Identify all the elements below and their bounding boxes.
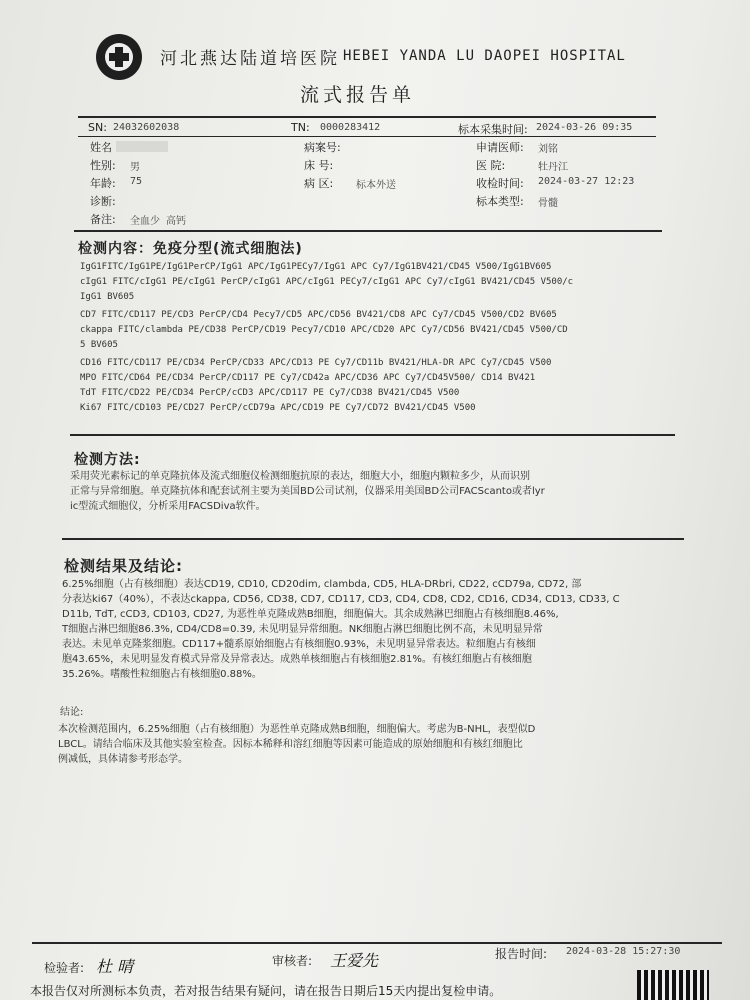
- detection-line: ckappa FITC/clambda PE/CD38 PerCP/CD19 Pecy7/CD10 APC/CD20 APC Cy7/CD56 BV421/CD45 V500/CD: [80, 325, 568, 335]
- result-line: 分表达ki67（40%），不表达ckappa, CD56, CD38, CD7, CD117, CD3, CD4, CD8, CD2, CD16, CD34, CD13, CD33, C: [62, 594, 620, 605]
- sex-value: 男: [130, 162, 140, 173]
- detection-lines: [80, 260, 573, 416]
- qr-code-icon: [637, 970, 709, 1000]
- footer-rule: [32, 942, 722, 944]
- results-text: [62, 577, 620, 682]
- conclusion-line: 本次检测范围内，6.25%细胞（占有核细胞）为恶性单克隆成熟B细胞，细胞偏大。考虑为B-NHL，表型似D: [58, 724, 536, 735]
- detection-line: IgG1FITC/IgG1PE/IgG1PerCP/IgG1 APC/IgG1PECy7/IgG1 APC Cy7/IgG1BV421/CD45 V500/IgG1BV605: [80, 262, 552, 272]
- remark-label: 备注:: [90, 213, 116, 226]
- report-time-value: 2024-03-28 15:27:30: [566, 946, 681, 957]
- hospital-name-en: HEBEI YANDA LU DAOPEI HOSPITAL: [343, 48, 626, 64]
- hospital-name-cn: 河北燕达陆道培医院: [160, 49, 340, 69]
- collect-time-label: 标本采集时间:: [458, 123, 528, 136]
- sn-label: SN:: [88, 121, 107, 134]
- conclusion-line: LBCL。请结合临床及其他实验室检查。因标本稀释和溶红细胞等因素可能造成的原始细胞和有核红细胞比: [58, 739, 523, 750]
- method-heading: 检测方法:: [74, 452, 141, 468]
- name-label: 姓名: [90, 141, 112, 154]
- age-value: 75: [130, 176, 143, 187]
- result-line: 胞43.65%，未见明显发育模式异常及异常表达。成熟单核细胞占有核细胞2.81%。有核红细胞占有核细胞: [62, 654, 532, 665]
- receive-time-value: 2024-03-27 12:23: [538, 176, 635, 187]
- conclusion-label: 结论:: [60, 707, 84, 718]
- section-rule-1: [74, 230, 662, 232]
- detection-line: Ki67 FITC/CD103 PE/CD27 PerCP/cCD79a APC/CD19 PE Cy7/CD72 BV421/CD45 V500: [80, 403, 476, 413]
- method-line: ic型流式细胞仪，分析采用FACSDiva软件。: [70, 501, 266, 512]
- conclusion-line: 例减低，具体请参考形态学。: [58, 754, 188, 765]
- record-no-label: 病案号:: [304, 141, 341, 154]
- doctor-value: 刘铭: [538, 144, 558, 155]
- reviewer-label: 审核者:: [272, 954, 313, 968]
- method-line: 正常与异常细胞。单克隆抗体和配套试剂主要为美国BD公司试剂，仪器采用美国BD公司FACScanto或者lyr: [70, 486, 545, 497]
- age-label: 年龄:: [90, 177, 116, 190]
- detection-line: cIgG1 FITC/cIgG1 PE/cIgG1 PerCP/cIgG1 APC/cIgG1 PECy7/cIgG1 APC Cy7/cIgG1 BV421/CD45 V500/c: [80, 277, 574, 287]
- detection-heading: 检测内容：免疫分型(流式细胞法): [78, 241, 303, 257]
- report-time-label: 报告时间:: [495, 947, 548, 961]
- collect-time-value: 2024-03-26 09:35: [536, 122, 633, 133]
- reviewer-signature: 王爱先: [330, 951, 379, 970]
- result-line: T细胞占淋巴细胞86.3%, CD4/CD8=0.39, 未见明显异常细胞。NK细胞占淋巴细胞比例不高，未见明显异常: [62, 624, 543, 635]
- logo-cross-horizontal: [109, 53, 129, 61]
- section-rule-2: [70, 434, 675, 436]
- conclusion-text: [58, 722, 535, 767]
- report-title: 流式报告单: [300, 84, 416, 106]
- detection-line: IgG1 BV605: [80, 292, 135, 302]
- header-rule: [78, 136, 656, 137]
- remark-value: 全血少 高钙: [130, 216, 187, 227]
- specimen-type-value: 骨髓: [538, 198, 558, 209]
- doctor-label: 申请医师:: [476, 141, 524, 154]
- diagnosis-label: 诊断:: [90, 195, 116, 208]
- tester-label: 检验者:: [44, 961, 85, 975]
- specimen-type-label: 标本类型:: [476, 195, 524, 208]
- tn-value: 0000283412: [320, 122, 381, 133]
- bed-label: 床 号:: [304, 159, 334, 172]
- method-text: [70, 469, 545, 514]
- section-rule-3: [62, 538, 684, 540]
- result-line: 6.25%细胞（占有核细胞）表达CD19, CD10, CD20dim, clambda, CD5, HLA-DRbri, CD22, cCD79a, CD72, 部: [62, 579, 582, 590]
- receive-time-label: 收检时间:: [476, 177, 524, 190]
- hospital-value: 牡丹江: [538, 162, 568, 173]
- footer-notice: 本报告仅对所测标本负责，若对报告结果有疑问，请在报告日期后15天内提出复检申请。: [30, 984, 502, 998]
- tester-signature: 杜 晴: [96, 957, 134, 976]
- tn-label: TN:: [291, 121, 310, 134]
- detection-line: CD7 FITC/CD117 PE/CD3 PerCP/CD4 Pecy7/CD5 APC/CD56 BV421/CD8 APC Cy7/CD45 V500/CD2 BV605: [80, 310, 557, 320]
- detection-line: TdT FITC/CD22 PE/CD34 PerCP/cCD3 APC/CD117 PE Cy7/CD38 BV421/CD45 V500: [80, 388, 460, 398]
- result-line: 表达。未见单克隆浆细胞。CD117+髓系原始细胞占有核细胞0.93%，未见明显异常表达。粒细胞占有核细: [62, 639, 536, 650]
- top-rule: [78, 116, 656, 118]
- method-line: 采用荧光素标记的单克隆抗体及流式细胞仪检测细胞抗原的表达，细胞大小，细胞内颗粒多少，从而识别: [70, 471, 530, 482]
- ward-label: 病 区:: [304, 177, 334, 190]
- detection-line: MPO FITC/CD64 PE/CD34 PerCP/CD117 PE Cy7/CD42a APC/CD36 APC Cy7/CD45V500/ CD14 BV421: [80, 373, 536, 383]
- detection-line: CD16 FITC/CD117 PE/CD34 PerCP/CD33 APC/CD13 PE Cy7/CD11b BV421/HLA-DR APC Cy7/CD45 V500: [80, 358, 552, 368]
- name-redaction: [116, 141, 168, 152]
- detection-line: 5 BV605: [80, 340, 118, 350]
- result-line: D11b, TdT, cCD3, CD103, CD27, 为恶性单克隆成熟B细胞，细胞偏大。其余成熟淋巴细胞占有核细胞8.46%,: [62, 609, 559, 620]
- sn-value: 24032602038: [113, 122, 180, 133]
- hospital-label: 医 院:: [476, 159, 506, 172]
- results-heading: 检测结果及结论:: [64, 557, 183, 575]
- sex-label: 性别:: [90, 159, 116, 172]
- ward-value: 标本外送: [356, 180, 396, 191]
- result-line: 35.26%。嗜酸性粒细胞占有核细胞0.88%。: [62, 669, 262, 680]
